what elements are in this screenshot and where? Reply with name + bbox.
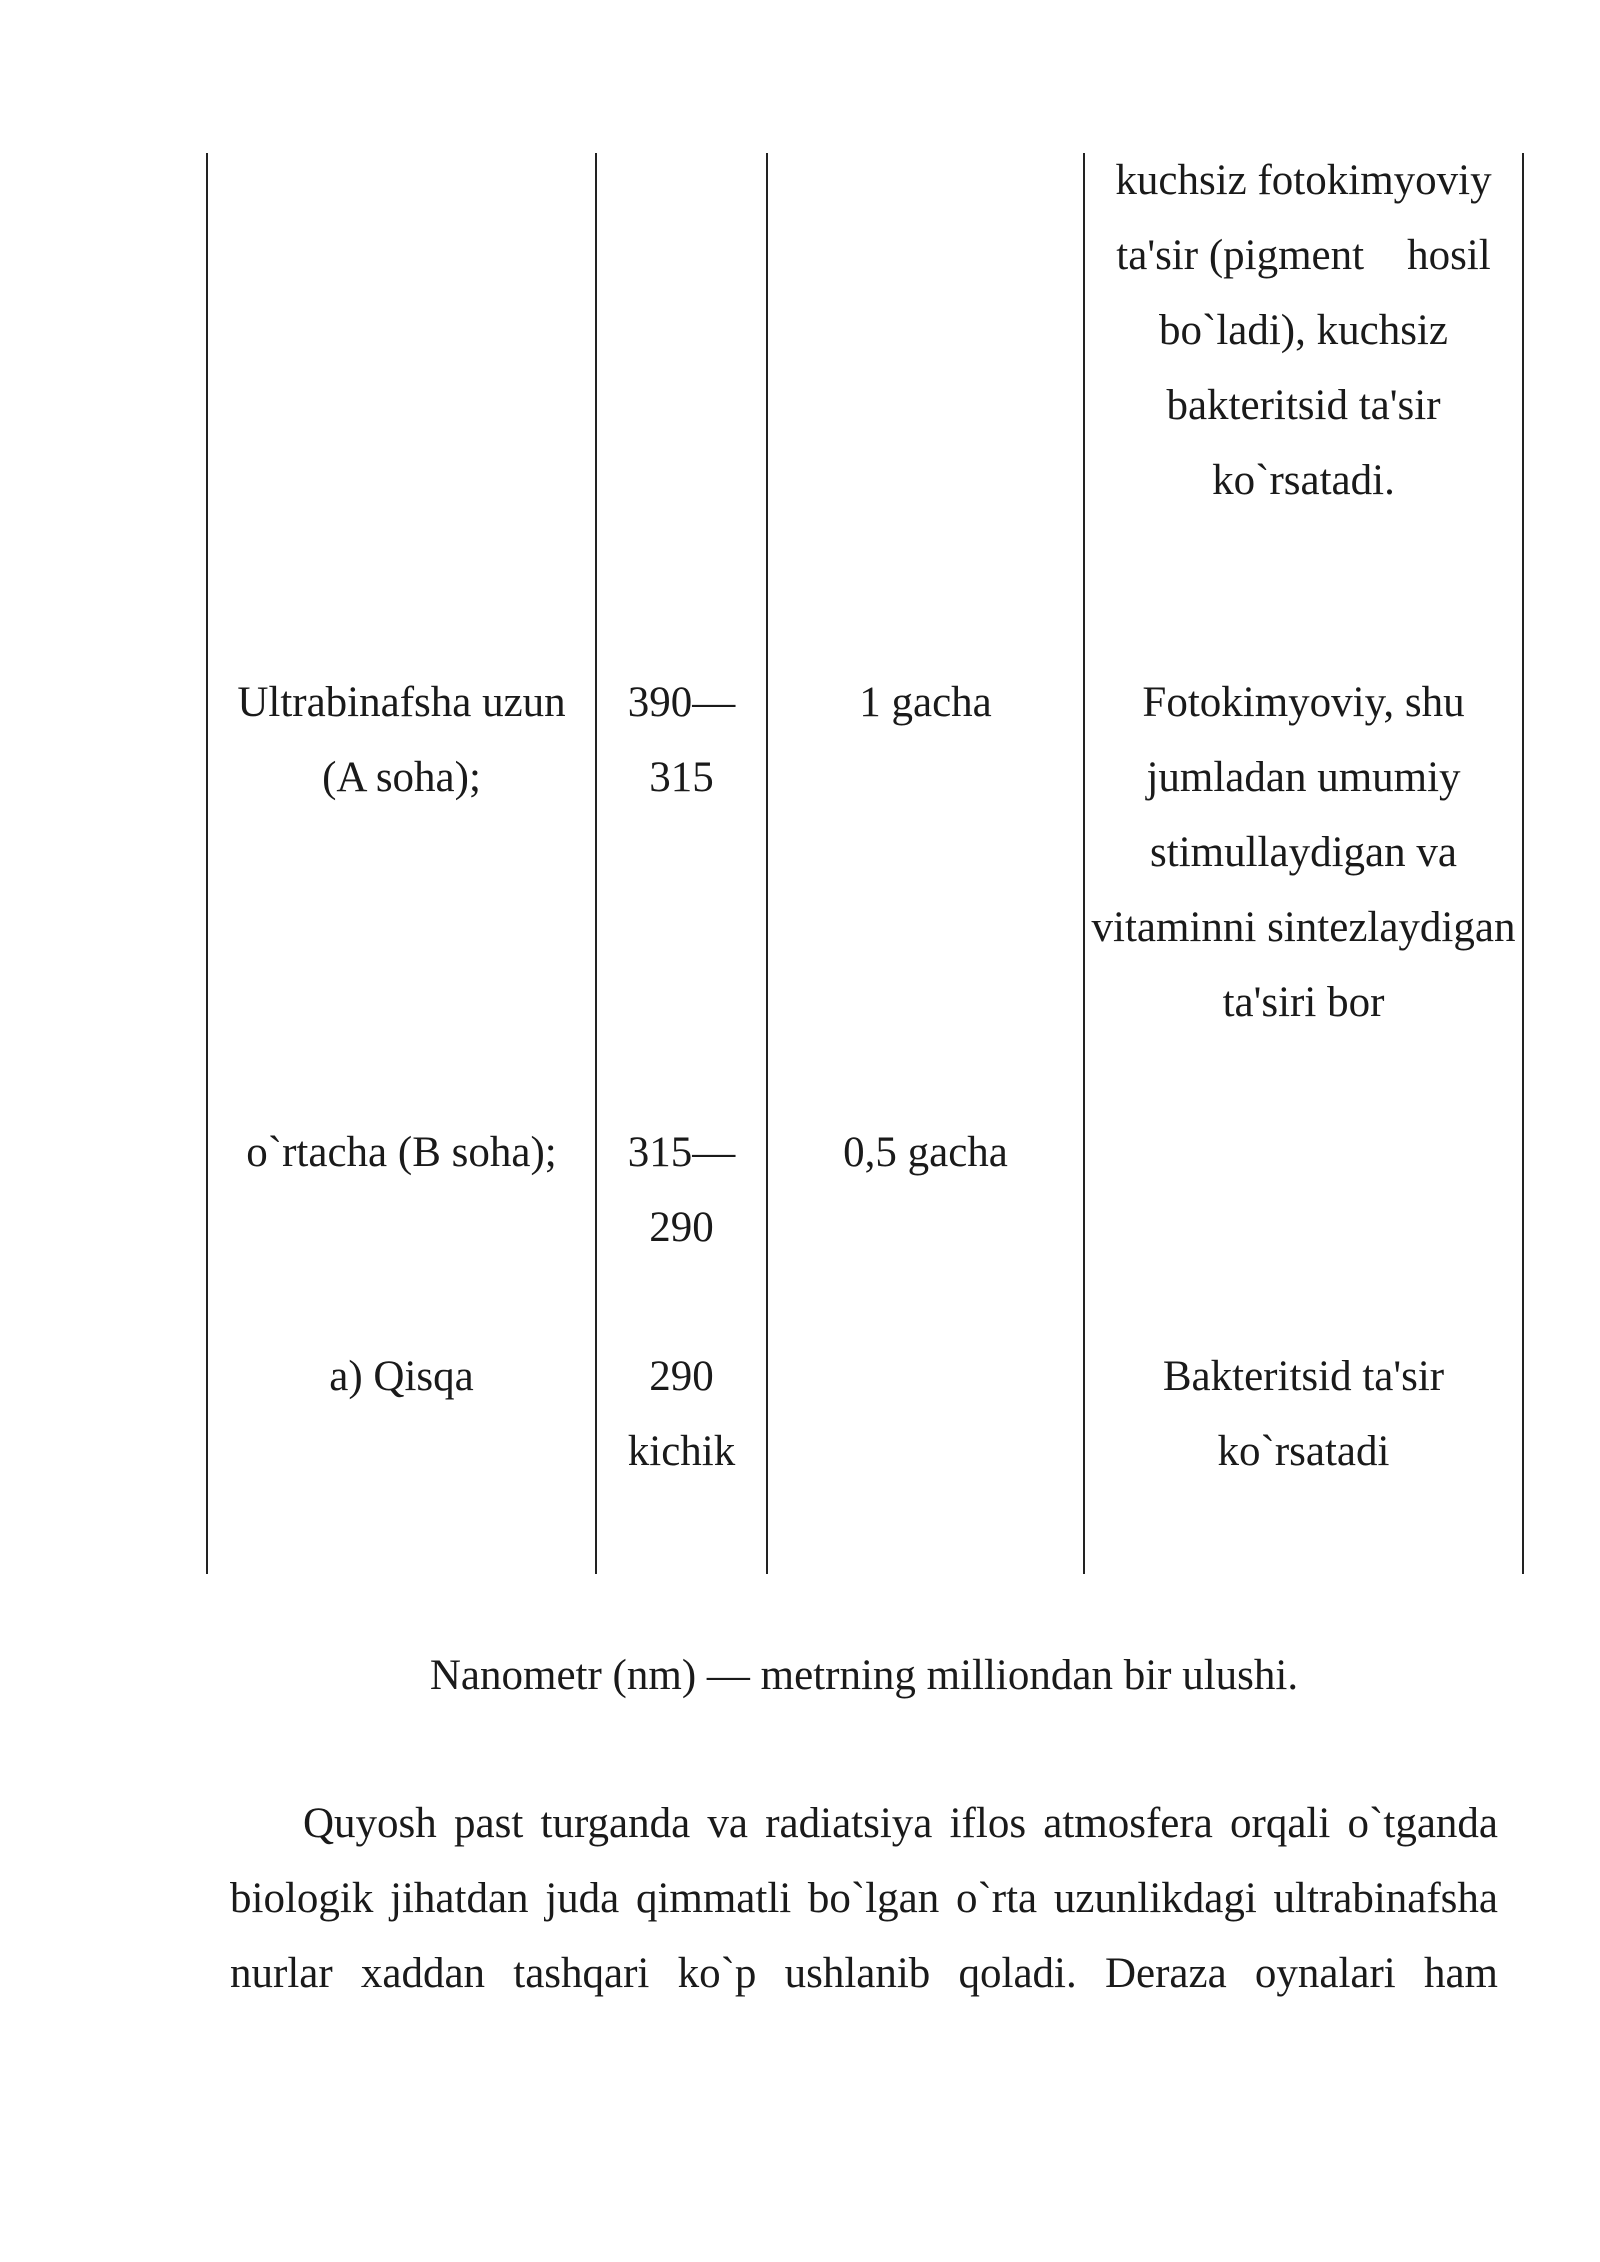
- table-cell-amount: [768, 665, 1083, 740]
- table-border-line: [766, 153, 768, 1574]
- table-cell-line: Bakteritsid ta'sir: [1162, 1353, 1445, 1400]
- table-cell-line: Fotokimyoviy, shu: [1142, 679, 1465, 726]
- table-cell-line: bakteritsid ta'sir: [1166, 382, 1441, 429]
- table-cell-line: 315: [649, 754, 714, 801]
- table-cell-line: ko`rsatadi.: [1212, 457, 1395, 504]
- table-cell-line: kuchsiz fotokimyoviy: [1115, 157, 1492, 204]
- table-cell-line: 290: [649, 1353, 714, 1400]
- table-cell-line: ta'siri bor: [1222, 979, 1385, 1026]
- body-paragraph: [230, 1786, 1498, 2011]
- table-cell-wavelength: [597, 665, 766, 815]
- table-cell-line: ta'sir (pigment hosil: [1116, 232, 1491, 279]
- table-border-line: [1522, 153, 1524, 1574]
- table-cell-radiation-type: [208, 1115, 595, 1190]
- paragraph-line: biologik jihatdan juda qimmatli bo`lgan o`rta uzunlikdagi ultrabinafsha: [230, 1875, 1498, 1922]
- table-footnote: Nanometr (nm) — metrning milliondan bir ulushi.: [429, 1652, 1299, 1699]
- table-cell-effect: [1085, 1339, 1522, 1489]
- table-cell-wavelength: [597, 1115, 766, 1265]
- table-cell-line: (A soha);: [322, 754, 481, 801]
- paragraph-line: Quyosh past turganda va radiatsiya iflos atmosfera orqali o`tganda: [303, 1800, 1498, 1847]
- table-cell-line: 1 gacha: [859, 679, 992, 726]
- table-cell-wavelength: [597, 1339, 766, 1489]
- table-cell-line: 0,5 gacha: [843, 1129, 1008, 1176]
- table-cell-line: 290: [649, 1204, 714, 1251]
- table-cell-effect: [1085, 143, 1522, 518]
- table-cell-line: o`rtacha (B soha);: [246, 1129, 557, 1176]
- table-cell-line: ko`rsatadi: [1217, 1428, 1390, 1475]
- table-cell-line: bo`ladi), kuchsiz: [1159, 307, 1448, 354]
- table-cell-line: vitaminni sintezlaydigan: [1091, 904, 1516, 951]
- table-cell-line: 315—: [627, 1129, 736, 1176]
- paragraph-line: nurlar xaddan tashqari ko`p ushlanib qoladi. Deraza oynalari ham: [230, 1950, 1498, 1997]
- table-cell-line: a) Qisqa: [329, 1353, 474, 1400]
- table-cell-effect: [1085, 665, 1522, 1040]
- table-cell-line: stimullaydigan va: [1150, 829, 1457, 876]
- table-cell-radiation-type: [208, 665, 595, 815]
- table-cell-line: kichik: [627, 1428, 736, 1475]
- table-cell-line: Ultrabinafsha uzun: [237, 679, 566, 726]
- table-cell-amount: [768, 1115, 1083, 1190]
- table-cell-line: jumladan umumiy: [1146, 754, 1461, 801]
- table-cell-line: 390—: [627, 679, 736, 726]
- table-cell-radiation-type: [208, 1339, 595, 1414]
